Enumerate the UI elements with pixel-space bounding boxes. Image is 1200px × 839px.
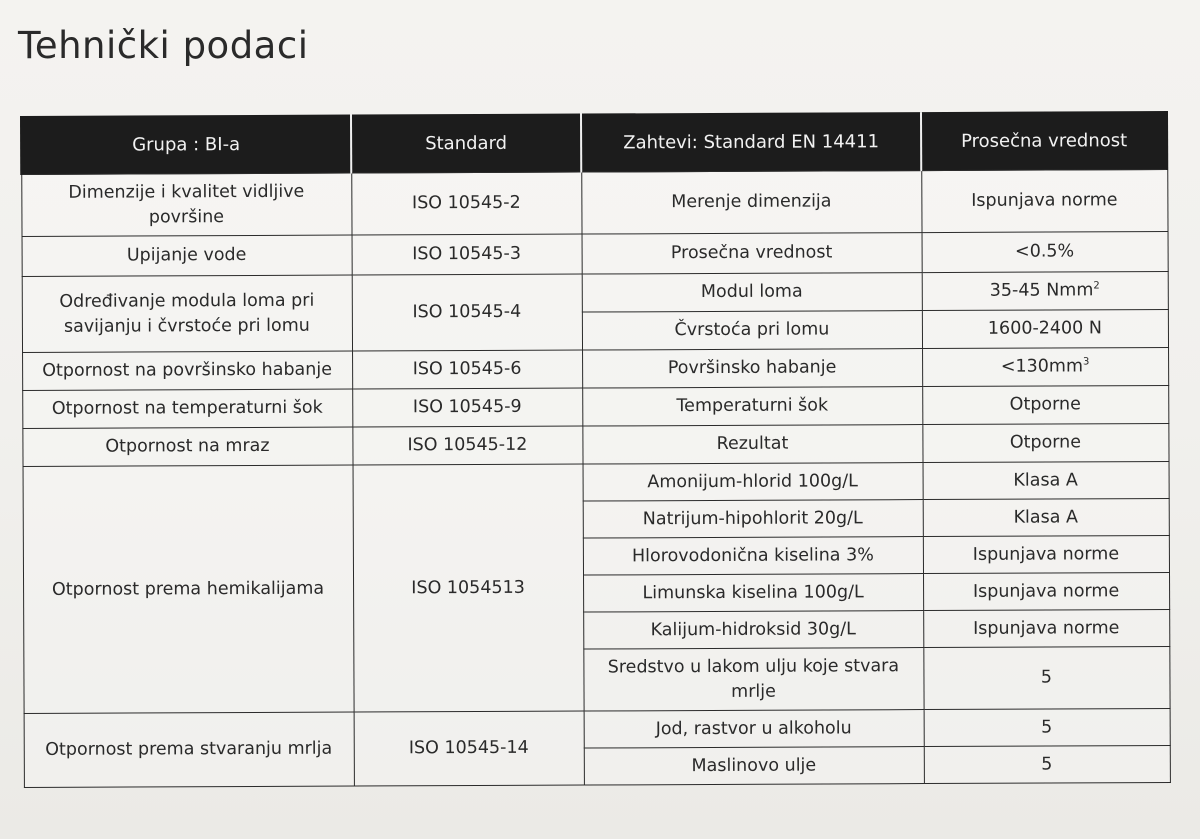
superscript: 3 — [1082, 356, 1090, 368]
requirement-cell: Sredstvo u lakom ulju koje stvara mrlje — [583, 648, 923, 711]
requirement-cell: Kalijum-hidroksid 30g/L — [583, 611, 923, 649]
standard-cell: ISO 10545-9 — [352, 388, 582, 427]
value-cell: 5 — [923, 646, 1169, 709]
requirement-cell: Natrijum-hipohlorit 20g/L — [583, 500, 923, 538]
table-row — [22, 271, 1168, 314]
group-cell: Otpornost na temperaturni šok — [22, 389, 352, 428]
standard-cell: ISO 10545-4 — [352, 274, 582, 351]
group-cell: Otpornost prema hemikalijama — [23, 465, 354, 713]
value-cell: 5 — [924, 745, 1170, 783]
header-group: Grupa : BI-a — [21, 115, 351, 175]
standard-cell: ISO 10545-14 — [354, 711, 584, 786]
value-cell: <0.5% — [922, 231, 1168, 272]
technical-data-table — [20, 111, 1171, 788]
requirement-cell: Hlorovodonična kiselina 3% — [583, 537, 923, 575]
standard-cell: ISO 10545-6 — [352, 350, 582, 389]
header-average-value: Prosečna vrednost — [921, 111, 1167, 171]
group-cell: Otpornost na površinsko habanje — [22, 351, 352, 390]
group-cell: Određivanje modula loma pri savijanju i čvrstoće pri lomu — [22, 275, 352, 352]
table-row — [21, 169, 1167, 236]
group-cell: Otpornost prema stvaranju mrlja — [24, 712, 354, 787]
group-cell: Dimenzije i kvalitet vidljive površine — [21, 173, 351, 236]
value-cell: Klasa A — [923, 498, 1169, 536]
table-row — [24, 708, 1170, 750]
table-header-row — [21, 111, 1167, 174]
requirement-cell: Merenje dimenzija — [581, 171, 921, 234]
requirement-cell: Limunska kiselina 100g/L — [583, 574, 923, 612]
value-cell — [922, 271, 1168, 310]
value-cell: Otporne — [922, 385, 1168, 424]
group-cell: Otpornost na mraz — [22, 427, 352, 466]
table-row — [22, 385, 1168, 428]
header-requirements: Zahtevi: Standard EN 14411 — [581, 112, 921, 172]
standard-cell: ISO 10545-12 — [352, 426, 582, 465]
requirement-cell: Rezultat — [582, 425, 922, 464]
requirement-cell: Jod, rastvor u alkoholu — [584, 710, 924, 748]
value-cell: Ispunjava norme — [921, 169, 1167, 232]
table-row — [22, 347, 1168, 390]
value-text: <130mm — [1000, 356, 1084, 377]
group-cell: Upijanje vode — [22, 235, 352, 276]
page-title: Tehnički podaci — [18, 24, 309, 67]
superscript: 2 — [1093, 280, 1100, 292]
requirement-cell: Amonijum-hlorid 100g/L — [583, 463, 923, 501]
value-cell: Otporne — [922, 423, 1168, 462]
table-row — [22, 423, 1168, 466]
requirement-cell: Čvrstoća pri lomu — [582, 311, 922, 350]
requirement-cell: Maslinovo ulje — [584, 747, 924, 785]
standard-cell: ISO 10545-3 — [352, 234, 582, 275]
value-text: 35-45 Nmm — [989, 280, 1094, 301]
requirement-cell: Prosečna vrednost — [582, 233, 922, 274]
value-cell: 5 — [924, 708, 1170, 746]
value-cell: 1600-2400 N — [922, 309, 1168, 348]
value-cell: Ispunjava norme — [923, 535, 1169, 573]
standard-cell: ISO 10545-2 — [351, 172, 581, 235]
standard-cell: ISO 1054513 — [353, 464, 584, 712]
header-standard: Standard — [351, 114, 581, 174]
table-row — [23, 461, 1169, 503]
value-cell: Ispunjava norme — [923, 609, 1169, 647]
requirement-cell: Modul loma — [582, 273, 922, 312]
requirement-cell: Temperaturni šok — [582, 387, 922, 426]
value-cell: Ispunjava norme — [923, 572, 1169, 610]
requirement-cell: Površinsko habanje — [582, 349, 922, 388]
table-row — [22, 231, 1168, 276]
value-cell: Klasa A — [923, 461, 1169, 499]
value-cell — [922, 347, 1168, 386]
